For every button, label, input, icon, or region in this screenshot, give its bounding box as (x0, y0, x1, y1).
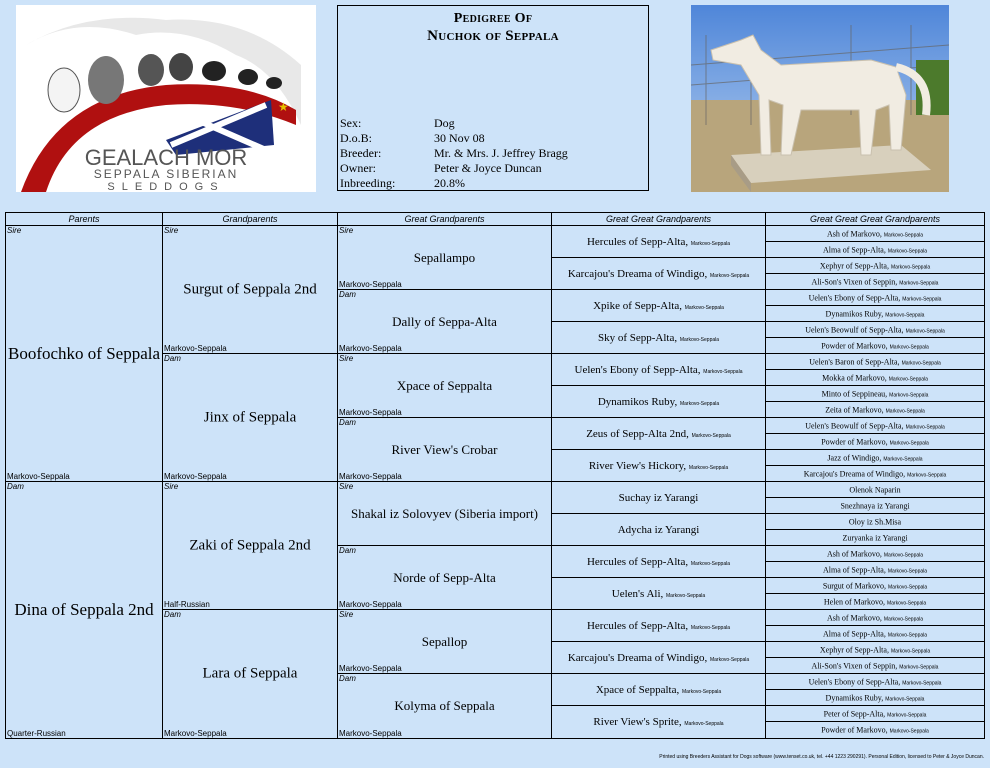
registry-label: Markovo-Seppala (888, 584, 928, 590)
pedigree-cell-gen4 (552, 514, 766, 546)
dog-name: Oloy iz Sh.Misa (848, 517, 902, 526)
pedigree-cell-gen5 (766, 530, 984, 546)
dog-name: Norde of Sepp-Alta (393, 569, 496, 585)
registry-label: Markovo-Seppala (690, 624, 731, 631)
pedigree-title: Pedigree Of (453, 11, 533, 26)
dog-name: Karcajou's Dreama of Windigo, (803, 469, 906, 478)
sire-dam-label: Sire (339, 226, 354, 235)
registry-label: Markovo-Seppala (164, 472, 227, 481)
registry-label: Markovo-Seppala (889, 344, 929, 350)
dog-name: Ash of Markovo, (826, 613, 882, 622)
registry-label: Quarter-Russian (7, 729, 66, 738)
pedigree-cell-gen5 (766, 386, 984, 402)
registry-label: Markovo-Seppala (164, 344, 227, 353)
registry-label: Markovo-Seppala (679, 400, 720, 407)
pedigree-cell-gen5 (766, 610, 984, 626)
info-value: 20.8% (434, 176, 465, 190)
info-label: D.o.B: (340, 131, 373, 145)
registry-label: Markovo-Seppala (887, 712, 927, 718)
sire-dam-label: Dam (339, 674, 356, 683)
footer-note: Printed using Breeders Assistant for Dogs software (www.tenset.co.uk, tel. +44 1223 290291). Personal Edition, licensed to Peter & Joyce Duncan. (659, 754, 984, 760)
registry-label: Markovo-Seppala (885, 312, 925, 318)
sire-dam-label: Dam (339, 290, 356, 299)
registry-label: Markovo-Seppala (666, 592, 706, 599)
registry-label: Markovo-Seppala (905, 424, 945, 430)
dog-name: Xpike of Sepp-Alta, (593, 299, 682, 312)
registry-label: Markovo-Seppala (883, 616, 924, 622)
registry-label: Markovo-Seppala (885, 408, 925, 414)
dog-name: Lara of Seppala (202, 665, 298, 682)
dog-name: Zeus of Sepp-Alta 2nd, (586, 427, 689, 440)
pedigree-cell-gen5 (766, 274, 984, 290)
dog-name: Xephyr of Sepp-Alta, (819, 645, 889, 654)
pedigree-cell-gen4 (552, 578, 766, 610)
dog-name: Peter of Sepp-Alta, (823, 709, 886, 718)
sled-dog-logo-graphic (16, 5, 316, 192)
registry-label: Markovo-Seppala (887, 568, 928, 574)
logo-text-3: SLEDDOGS (107, 181, 225, 192)
dog-name: Suchay iz Yarangi (618, 491, 699, 504)
dog-name: Dynamikos Ruby, (825, 693, 884, 702)
dog-name: Shakal iz Solovyev (Siberia import) (350, 505, 539, 521)
dog-name: Alma of Sepp-Alta, (822, 245, 886, 254)
pedigree-cell-gen5 (766, 546, 984, 562)
dog-name: Ash of Markovo, (826, 229, 882, 238)
dog-name: River View's Crobar (391, 441, 498, 457)
column-header: Parents (6, 213, 163, 226)
dog-name: Uelen's Ebony of Sepp-Alta, (808, 293, 901, 302)
dog-name: Dina of Seppala 2nd (14, 600, 154, 619)
registry-label: Markovo-Seppala (887, 632, 928, 638)
pedigree-cell-gen4 (552, 482, 766, 514)
pedigree-cell-gen5 (766, 306, 984, 322)
dog-name: Dynamikos Ruby, (825, 309, 884, 318)
registry-label: Markovo-Seppala (890, 264, 931, 270)
registry-label: Markovo-Seppala (684, 304, 724, 311)
dog-name: Helen of Markovo, (823, 597, 885, 606)
dog-photo (691, 5, 949, 192)
registry-label: Markovo-Seppala (339, 280, 402, 289)
pedigree-cell-gen5 (766, 466, 984, 482)
pedigree-cell-gen4 (552, 354, 766, 386)
info-row-breeder (340, 146, 568, 161)
kennel-logo (16, 5, 316, 192)
pedigree-cell-gen5 (766, 418, 984, 434)
dog-name: Mokka of Markovo, (822, 373, 887, 382)
registry-label: Markovo-Seppala (889, 728, 929, 735)
registry-label: Markovo-Seppala (339, 472, 402, 481)
pedigree-cell-gen2 (163, 226, 338, 354)
dog-name: Xpace of Seppalta (396, 377, 493, 393)
pedigree-cell-gen5 (766, 626, 984, 642)
pedigree-cell-gen5 (766, 322, 984, 338)
registry-label: Markovo-Seppala (902, 296, 942, 302)
pedigree-cell-gen3 (338, 226, 552, 290)
registry-label: Markovo-Seppala (885, 696, 925, 702)
pedigree-cell-gen5 (766, 514, 984, 530)
pedigree-cell-gen4 (552, 322, 766, 354)
registry-label: Markovo-Seppala (883, 232, 924, 238)
registry-label: Markovo-Seppala (690, 240, 731, 247)
registry-label: Markovo-Seppala (886, 600, 927, 606)
sire-dam-label: Sire (7, 226, 22, 235)
dog-name: Uelen's Ebony of Sepp-Alta, (808, 677, 901, 686)
pedigree-cell-gen5 (766, 482, 984, 498)
column-header: Grandparents (163, 213, 338, 226)
dog-name: Zuryanka iz Yarangi (842, 533, 908, 542)
dog-name: Uelen's Ali, (611, 587, 664, 600)
sire-dam-label: Dam (339, 546, 356, 555)
sire-dam-label: Sire (339, 482, 354, 491)
registry-label: Markovo-Seppala (339, 664, 402, 673)
registry-label: Markovo-Seppala (688, 464, 729, 471)
dog-name: Ash of Markovo, (826, 549, 882, 558)
pedigree-cell-gen3 (338, 482, 552, 546)
registry-label: Markovo-Seppala (709, 656, 750, 663)
registry-label: Half-Russian (164, 600, 210, 609)
info-value: 30 Nov 08 (434, 131, 485, 145)
dog-name: Kolyma of Seppala (394, 698, 495, 713)
registry-label: Markovo-Seppala (887, 248, 928, 254)
registry-label: Markovo-Seppala (890, 648, 931, 654)
column-header: Great Great Great Grandparents (766, 213, 984, 226)
pedigree-cell-gen5 (766, 706, 984, 722)
info-label: Sex: (340, 116, 362, 130)
dog-name: Sepallampo (413, 249, 476, 265)
dog-name: Karcajou's Dreama of Windigo, (567, 267, 708, 280)
pedigree-cell-gen3 (338, 610, 552, 674)
pedigree-cell-gen2 (163, 610, 338, 738)
registry-label: Markovo-Seppala (681, 688, 722, 695)
info-value: Peter & Joyce Duncan (434, 161, 542, 175)
pedigree-cell-gen4 (552, 258, 766, 290)
registry-label: Markovo-Seppala (889, 392, 929, 398)
pedigree-cell-gen4 (552, 706, 766, 738)
sire-dam-label: Sire (164, 226, 179, 235)
dog-name: Dynamikos Ruby, (597, 395, 678, 408)
registry-label: Markovo-Seppala (899, 664, 939, 670)
dog-name: River View's Sprite, (593, 716, 682, 728)
dog-name: Uelen's Beowulf of Sepp-Alta, (805, 421, 904, 430)
info-label: Inbreeding: (340, 176, 396, 190)
dog-name: Uelen's Ebony of Sepp-Alta, (574, 363, 701, 376)
pedigree-cell-gen5 (766, 370, 984, 386)
pedigree-cell-gen3 (338, 674, 552, 738)
dog-name-title: Nuchok of Seppala (427, 28, 559, 44)
registry-label: Markovo-Seppala (901, 360, 941, 366)
sire-dam-label: Sire (339, 354, 354, 363)
pedigree-cell-gen5 (766, 642, 984, 658)
pedigree-cell-gen4 (552, 418, 766, 450)
pedigree-cell-gen5 (766, 450, 984, 466)
info-row-sex (340, 116, 455, 131)
pedigree-cell-gen2 (163, 482, 338, 610)
registry-label: Markovo-Seppala (339, 729, 402, 738)
registry-label: Markovo-Seppala (339, 408, 402, 417)
dog-name: Ali-Son's Vixen of Seppin, (811, 661, 898, 670)
sire-dam-label: Sire (339, 610, 354, 619)
dog-name: Hercules of Sepp-Alta, (586, 235, 689, 248)
dog-name: Jinx of Seppala (203, 409, 297, 425)
pedigree-cell-gen5 (766, 226, 984, 242)
info-row-inbreeding (340, 176, 465, 191)
dog-name: Boofochko of Seppala (7, 343, 161, 363)
pedigree-cell-gen5 (766, 242, 984, 258)
dog-info-box (337, 5, 649, 191)
pedigree-cell-gen5 (766, 562, 984, 578)
registry-label: Markovo-Seppala (902, 680, 942, 686)
info-value: Mr. & Mrs. J. Jeffrey Bragg (434, 146, 568, 160)
registry-label: Markovo-Seppala (339, 344, 402, 353)
pedigree-cell-gen5 (766, 578, 984, 594)
dog-name: Sepallop (421, 633, 468, 649)
column-header: Great Grandparents (338, 213, 552, 226)
pedigree-cell-gen5 (766, 690, 984, 706)
dog-name: River View's Hickory, (588, 459, 687, 472)
registry-label: Markovo-Seppala (684, 721, 724, 727)
pedigree-cell-gen3 (338, 546, 552, 610)
registry-label: Markovo-Seppala (883, 552, 924, 558)
info-label: Breeder: (340, 146, 382, 160)
pedigree-cell-gen5 (766, 658, 984, 674)
sire-dam-label: Dam (7, 482, 24, 491)
registry-label: Markovo-Seppala (703, 368, 743, 375)
info-label: Owner: (340, 161, 376, 175)
pedigree-cell-gen4 (552, 226, 766, 258)
dog-name: Alma of Sepp-Alta, (822, 565, 886, 574)
pedigree-cell-gen4 (552, 610, 766, 642)
dog-name: Adycha iz Yarangi (617, 523, 700, 536)
dog-name: Zeita of Markovo, (825, 405, 884, 414)
registry-label: Markovo-Seppala (888, 376, 928, 382)
dog-name: Uelen's Beowulf of Sepp-Alta, (805, 325, 904, 334)
registry-label: Markovo-Seppala (691, 432, 731, 439)
pedigree-cell-gen5 (766, 290, 984, 306)
dog-name: Hercules of Sepp-Alta, (586, 555, 689, 568)
dog-name: Sky of Sepp-Alta, (597, 331, 678, 344)
pedigree-cell-gen5 (766, 338, 984, 354)
pedigree-cell-gen1 (6, 226, 163, 482)
dog-name: Hercules of Sepp-Alta, (586, 619, 689, 632)
pedigree-cell-gen4 (552, 386, 766, 418)
pedigree-cell-gen4 (552, 546, 766, 578)
registry-label: Markovo-Seppala (709, 272, 750, 279)
dog-name: Karcajou's Dreama of Windigo, (567, 651, 708, 664)
dog-name: Minto of Seppineau, (821, 389, 888, 398)
info-row-dob (340, 131, 485, 146)
dog-name: Xpace of Seppalta, (595, 683, 680, 696)
dog-name: Uelen's Baron of Sepp-Alta, (809, 357, 900, 366)
info-row-owner (340, 161, 542, 176)
dog-photo-image (691, 5, 949, 192)
pedigree-cell-gen4 (552, 674, 766, 706)
pedigree-cell-gen4 (552, 290, 766, 322)
pedigree-cell-gen5 (766, 722, 984, 738)
registry-label: Markovo-Seppala (690, 560, 731, 567)
pedigree-cell-gen2 (163, 354, 338, 482)
registry-label: Markovo-Seppala (164, 729, 227, 738)
pedigree-cell-gen5 (766, 354, 984, 370)
pedigree-cell-gen4 (552, 642, 766, 674)
pedigree-cell-gen3 (338, 290, 552, 354)
info-value: Dog (434, 116, 455, 130)
pedigree-cell-gen5 (766, 674, 984, 690)
column-header: Great Great Grandparents (552, 213, 766, 226)
logo-text-1: GEALACH MOR (84, 145, 248, 170)
dog-name: Powder of Markovo, (821, 341, 888, 350)
registry-label: Markovo-Seppala (907, 472, 947, 478)
pedigree-cell-gen5 (766, 498, 984, 514)
logo-text-2: SEPPALA SIBERIAN (93, 167, 239, 181)
sire-dam-label: Dam (164, 354, 181, 363)
dog-name: Powder of Markovo, (821, 437, 888, 446)
pedigree-cell-gen3 (338, 354, 552, 418)
svg-text:★: ★ (278, 100, 289, 114)
dog-name: Dally of Seppa-Alta (392, 313, 497, 329)
pedigree-cell-gen5 (766, 402, 984, 418)
dog-name: Olenok Naparin (849, 485, 901, 494)
sire-dam-label: Dam (339, 418, 356, 427)
pedigree-cell-gen5 (766, 594, 984, 610)
pedigree-table (5, 212, 985, 739)
dog-name: Jazz of Windigo, (827, 453, 882, 462)
dog-name: Zaki of Seppala 2nd (189, 537, 311, 553)
registry-label: Markovo-Seppala (883, 456, 923, 462)
pedigree-cell-gen5 (766, 258, 984, 274)
registry-label: Markovo-Seppala (7, 472, 70, 481)
registry-label: Markovo-Seppala (339, 600, 402, 609)
dog-name: Powder of Markovo, (821, 725, 888, 735)
dog-name: Snezhnaya iz Yarangi (840, 501, 910, 510)
pedigree-cell-gen1 (6, 482, 163, 738)
pedigree-cell-gen3 (338, 418, 552, 482)
dog-name: Ali-Son's Vixen of Seppin, (811, 277, 898, 286)
dog-name: Surgut of Markovo, (822, 581, 886, 590)
registry-label: Markovo-Seppala (899, 280, 939, 286)
registry-label: Markovo-Seppala (679, 336, 720, 343)
pedigree-cell-gen4 (552, 450, 766, 482)
dog-name: Surgut of Seppala 2nd (183, 281, 317, 297)
sire-dam-label: Sire (164, 482, 179, 491)
registry-label: Markovo-Seppala (905, 328, 945, 334)
registry-label: Markovo-Seppala (889, 440, 929, 446)
sire-dam-label: Dam (164, 610, 181, 619)
pedigree-cell-gen5 (766, 434, 984, 450)
dog-name: Xephyr of Sepp-Alta, (819, 261, 889, 270)
dog-name: Alma of Sepp-Alta, (822, 629, 886, 638)
